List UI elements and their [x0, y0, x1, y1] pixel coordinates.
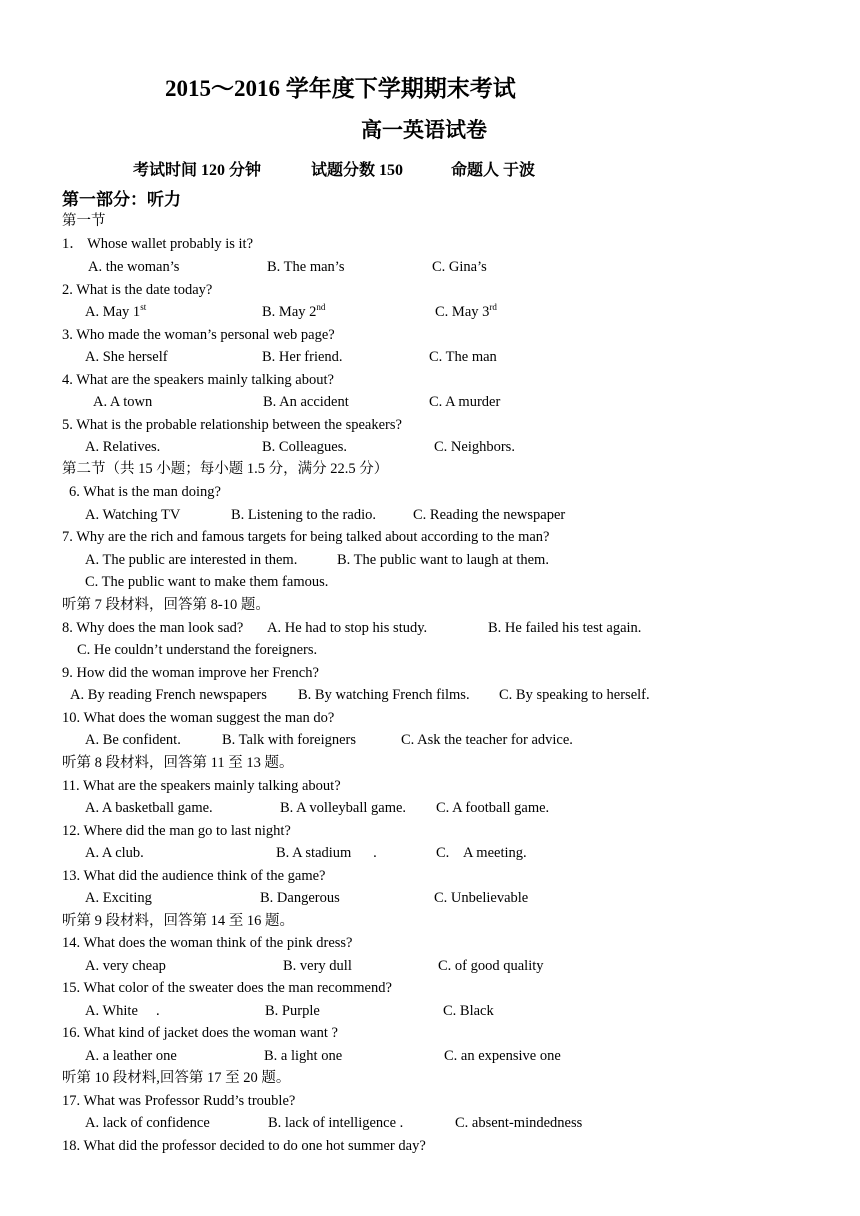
option-b: B. Dangerous [260, 890, 340, 906]
option-a: A. lack of confidence [85, 1115, 210, 1131]
question-text: 4. What are the speakers mainly talking about? [62, 372, 334, 388]
question-text: 16. What kind of jacket does the woman want ? [62, 1025, 338, 1041]
option-c-sup: rd [489, 302, 497, 313]
option-c: C. The man [429, 349, 497, 365]
option-c: C. The public want to make them famous. [85, 574, 329, 590]
option-c: C. A football game. [436, 800, 550, 816]
question-text: 9. How did the woman improve her French? [62, 665, 319, 681]
option-a: A. By reading French newspapers [70, 687, 267, 703]
option-b: B. A volleyball game. [280, 800, 407, 816]
option-b: B. He failed his test again. [488, 620, 642, 636]
option-a: A. very cheap [85, 958, 166, 974]
option-a: A. Exciting [85, 890, 152, 906]
option-c: C. of good quality [438, 958, 544, 974]
option-b: B. By watching French films. [298, 687, 470, 703]
option-a: A. A town [93, 394, 153, 410]
listening-note: 听第 8 段材料，回答第 11 至 13 题。 [62, 755, 294, 771]
part-heading: 第一部分：听力 [62, 190, 181, 209]
option-a: A. Watching TV [85, 507, 181, 523]
question-text: 1． Whose wallet probably is it? [62, 236, 254, 252]
question-text: 8. Why does the man look sad? [62, 620, 244, 636]
exam-subtitle: 高一英语试卷 [361, 118, 487, 142]
option-c: C. By speaking to herself. [499, 687, 650, 703]
option-b: B. Listening to the radio. [231, 507, 376, 523]
exam-score: 试题分数 150 [311, 162, 404, 179]
option-b-text: B. May 2 [262, 304, 317, 320]
option-b: B. very dull [283, 958, 352, 974]
option-a: A. Relatives. [85, 439, 161, 455]
option-b-sup: nd [316, 302, 326, 313]
option-a: A. The public are interested in them. [85, 552, 298, 568]
question-text: 14. What does the woman think of the pink dress? [62, 935, 353, 951]
exam-time: 考试时间 120 分钟 [133, 162, 262, 179]
option-c [435, 302, 497, 322]
option-a: A. a leather one [85, 1048, 177, 1064]
option-c: C. Reading the newspaper [413, 507, 566, 523]
option-c: C. Unbelievable [434, 890, 529, 906]
question-text: 10. What does the woman suggest the man do? [62, 710, 335, 726]
option-a-text: A. May 1 [85, 304, 141, 320]
question-text: 12. Where did the man go to last night? [62, 823, 291, 839]
question-text: 13. What did the audience think of the game? [62, 868, 326, 884]
option-c-text: C. May 3 [435, 304, 490, 320]
option-a: A. Be confident. [85, 732, 181, 748]
option-c: C. an expensive one [444, 1048, 561, 1064]
option-b: B. Purple [265, 1003, 320, 1019]
option-b: B. Colleagues. [262, 439, 347, 455]
option-b: B. The public want to laugh at them. [337, 552, 549, 568]
question-text: 15. What color of the sweater does the man recommend? [62, 980, 392, 996]
exam-title: 2015～2016 学年度下学期期末考试 [165, 76, 516, 101]
option-a: A. A club. [85, 845, 144, 861]
question-text: 2. What is the date today? [62, 282, 213, 298]
listening-note: 听第 10 段材料,回答第 17 至 20 题。 [62, 1070, 291, 1086]
question-text: 7. Why are the rich and famous targets for being talked about according to the man? [62, 529, 550, 545]
option-c: C. Neighbors. [434, 439, 515, 455]
question-text: 18. What did the professor decided to do one hot summer day? [62, 1138, 426, 1154]
option-b: B. Talk with foreigners [222, 732, 357, 748]
option-b: B. The man’s [267, 259, 345, 275]
option-a: A. She herself [85, 349, 168, 365]
option-a: A. White . [85, 1003, 160, 1019]
option-b: B. Her friend. [262, 349, 343, 365]
option-a [85, 302, 146, 322]
question-text: 17. What was Professor Rudd’s trouble? [62, 1093, 296, 1109]
option-c: C. A meeting. [436, 845, 527, 861]
option-a: A. the woman’s [88, 259, 180, 275]
option-a: A. A basketball game. [85, 800, 213, 816]
option-c: C. Ask the teacher for advice. [401, 732, 573, 748]
option-c: C. absent-mindedness [455, 1115, 583, 1131]
option-c: C. Gina’s [432, 259, 487, 275]
section-heading: 第一节 [62, 213, 106, 229]
option-a-sup: st [140, 302, 147, 313]
question-text: 11. What are the speakers mainly talking about? [62, 778, 341, 794]
section-heading: 第二节（共 15 小题；每小题 1.5 分，满分 22.5 分） [62, 461, 389, 477]
option-c: C. A murder [429, 394, 501, 410]
option-b: B. A stadium . [276, 845, 377, 861]
option-c: C. He couldn’t understand the foreigners. [77, 642, 318, 658]
option-a: A. He had to stop his study. [267, 620, 428, 636]
exam-info [133, 157, 535, 180]
option-b [262, 302, 325, 322]
exam-author: 命题人 于波 [451, 162, 536, 179]
question-text: 3. Who made the woman’s personal web page? [62, 327, 335, 343]
listening-note: 听第 7 段材料，回答第 8-10 题。 [62, 597, 270, 613]
listening-note: 听第 9 段材料，回答第 14 至 16 题。 [62, 913, 294, 929]
option-b: B. An accident [263, 394, 349, 410]
option-b: B. a light one [264, 1048, 343, 1064]
option-b: B. lack of intelligence . [268, 1115, 404, 1131]
question-text: 6. What is the man doing? [69, 484, 221, 500]
question-text: 5. What is the probable relationship between the speakers? [62, 417, 402, 433]
option-c: C. Black [443, 1003, 494, 1019]
